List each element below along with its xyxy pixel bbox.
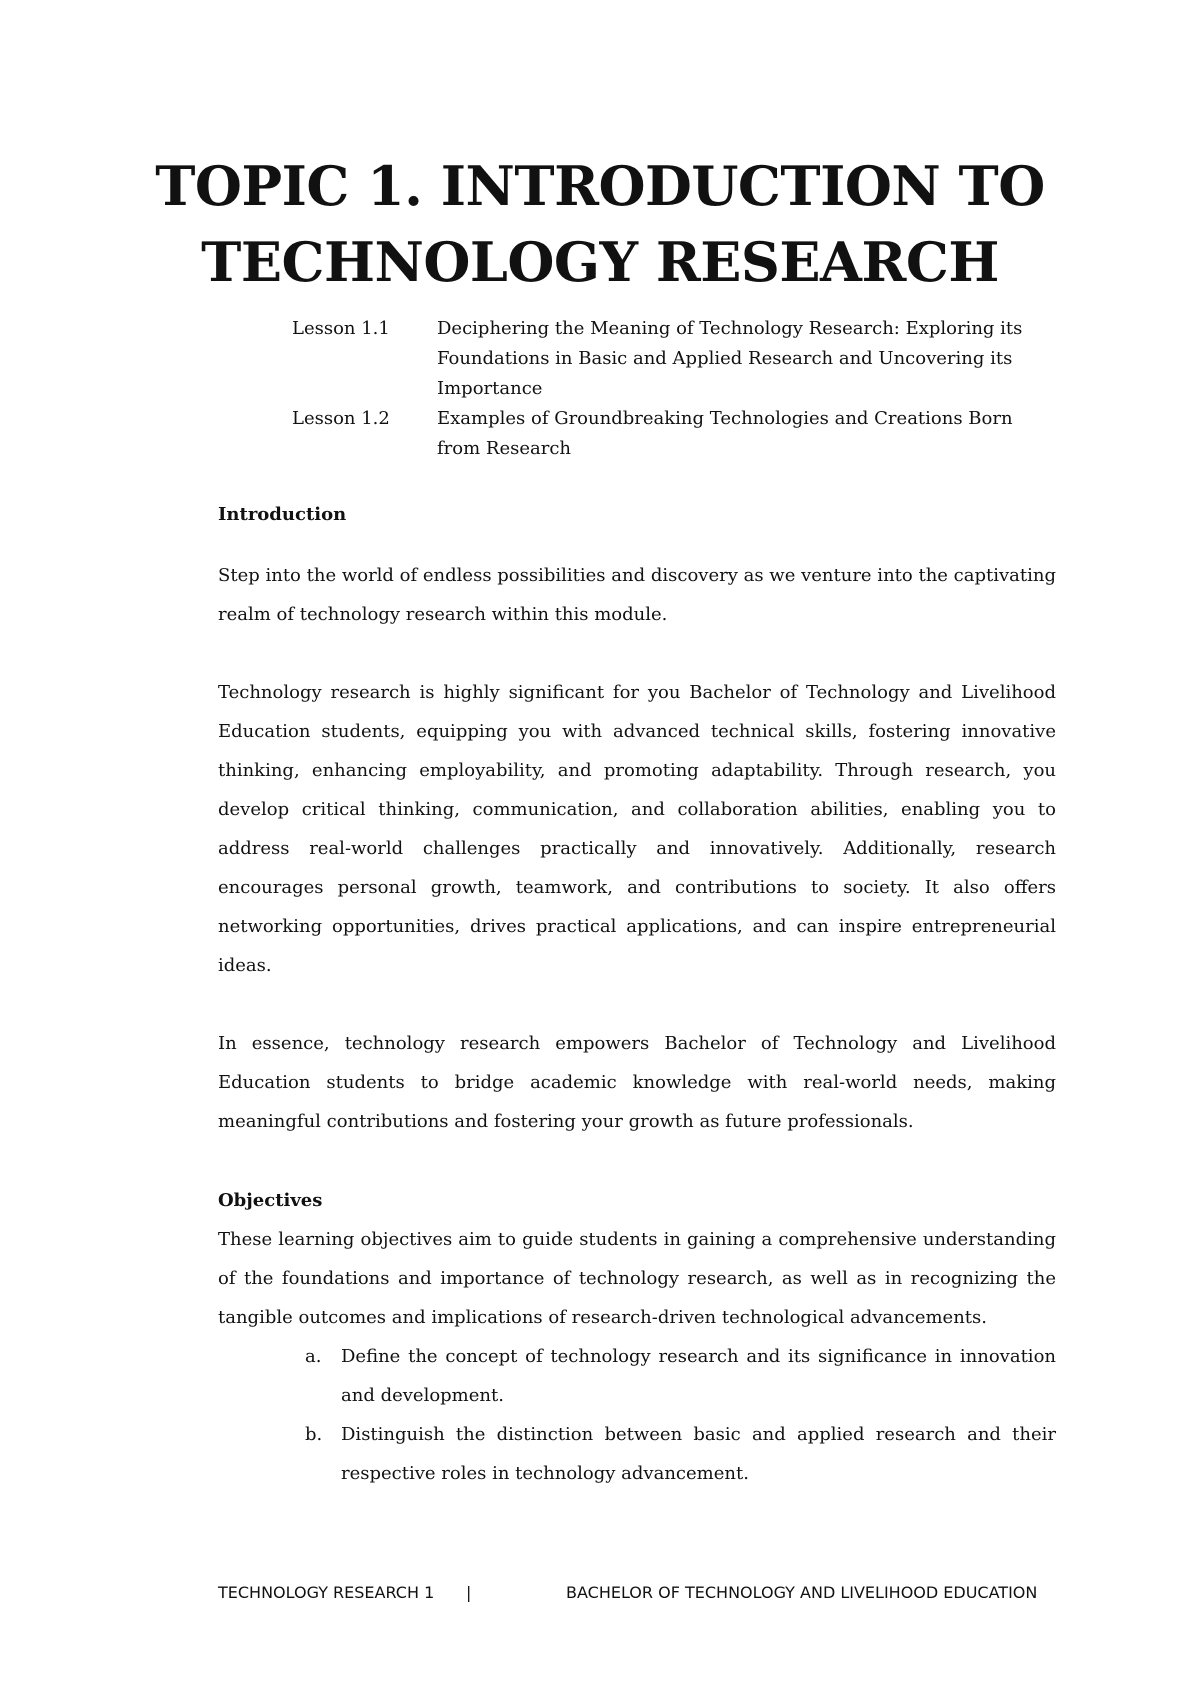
lesson-row [292,314,1052,404]
lesson-list [292,314,1052,464]
objective-item [305,1415,1056,1493]
objectives-list [218,1337,1056,1493]
page-footer [218,1583,1056,1602]
objective-text: Distinguish the distinction between basic and applied research and their respective roles in technology advancement. [341,1424,1056,1484]
title-line-1: TOPIC 1. INTRODUCTION TO [155,154,1045,218]
lesson-title: Deciphering the Meaning of Technology Research: Exploring its Foundations in Basic and Applied Research and Uncovering its Importance [437,318,1023,399]
objective-text: Define the concept of technology research and its significance in innovation and development. [341,1346,1056,1406]
footer-separator: | [466,1583,472,1602]
lesson-number: Lesson 1.2 [292,408,390,429]
lesson-title: Examples of Groundbreaking Technologies and Creations Born from Research [437,408,1013,459]
objectives-section [218,1181,1056,1493]
introduction-heading: Introduction [218,504,347,525]
lesson-number: Lesson 1.1 [292,318,390,339]
lesson-row [292,404,1052,464]
intro-paragraph-2: Technology research is highly significant for you Bachelor of Technology and Livelihood Education students, equipping you with advanced technical skills, fostering innovative thinking, enhancing employability, and promoting adaptability. Through research, you develop critical thinking, communication, and collaboration abilities, enabling you to address real-world challenges practically and innovatively. Additionally, research encourages personal growth, teamwork, and contributions to society. It also offers networking opportunities, drives practical applications, and can inspire entrepreneurial ideas. [218,682,1056,976]
introduction-section [218,495,1056,1141]
page-title [150,148,1050,300]
title-line-2: TECHNOLOGY RESEARCH [201,230,999,294]
objective-letter: b. [305,1424,323,1445]
objective-letter: a. [305,1346,322,1367]
footer-program-title: BACHELOR OF TECHNOLOGY AND LIVELIHOOD EDUCATION [566,1583,1038,1602]
objective-item [305,1337,1056,1415]
objectives-intro: These learning objectives aim to guide students in gaining a comprehensive understanding of the foundations and importance of technology research, as well as in recognizing the tangible outcomes and implications of research-driven technological advancements. [218,1229,1056,1328]
footer-course-title: TECHNOLOGY RESEARCH 1 [218,1583,435,1602]
intro-paragraph-3: In essence, technology research empowers Bachelor of Technology and Livelihood Education students to bridge academic knowledge with real-world needs, making meaningful contributions and fostering your growth as future professionals. [218,1033,1056,1132]
intro-paragraph-1: Step into the world of endless possibilities and discovery as we venture into the captivating realm of technology research within this module. [218,565,1056,625]
objectives-heading: Objectives [218,1190,323,1211]
